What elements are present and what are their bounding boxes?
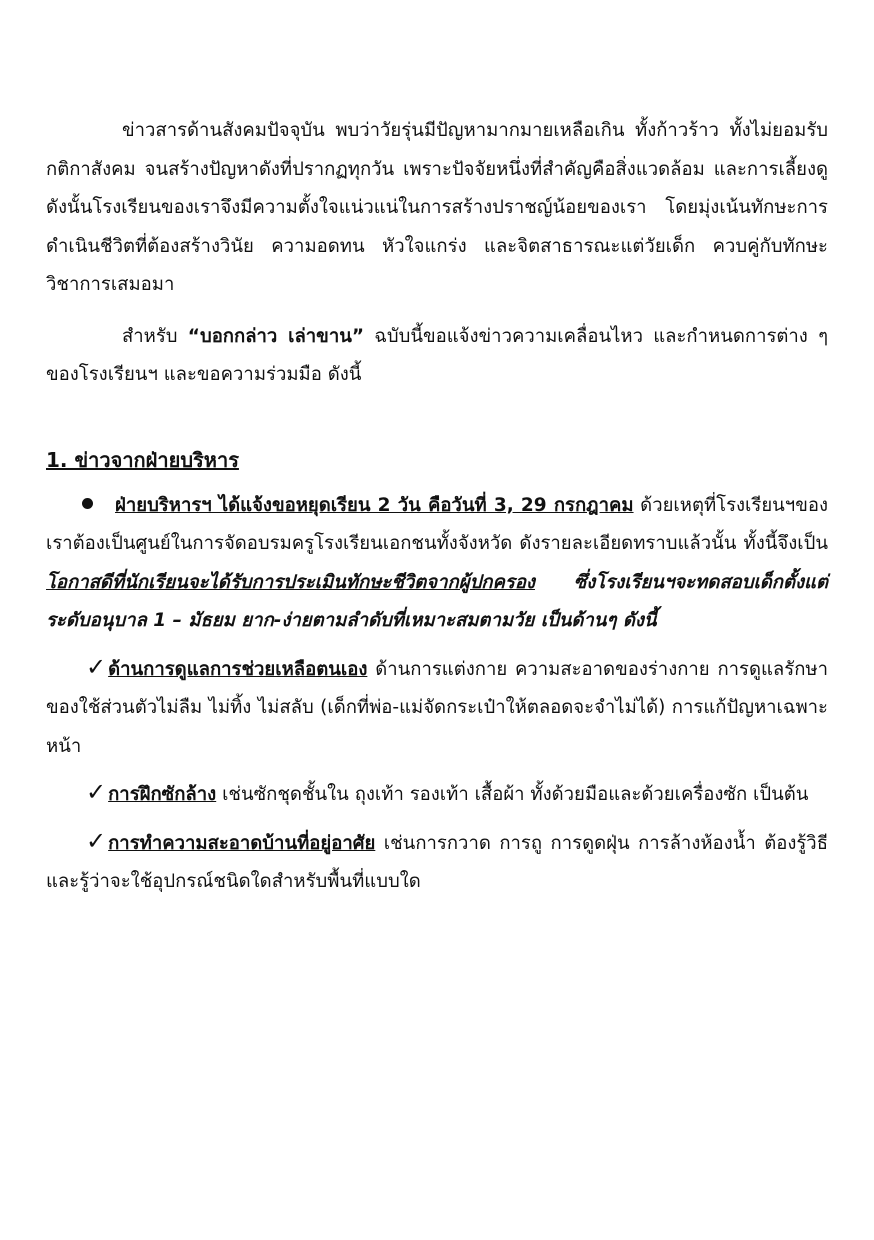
intro-text: ข่าวสารด้านสังคมปัจจุบัน พบว่าวัยรุ่นมีปัญหามากมายเหลือเกิน ทั้งก้าวร้าว ทั้งไม่ยอมรับกติกาสังคม จนสร้างปัญหาดังที่ปรากฏทุกวัน เพราะปัจจัยหนึ่งที่สำคัญคือสิ่งแวดล้อม และการเลี้ยงดู ดังนั้นโรงเรียนของเราจึงมีความตั้งใจแน่วแน่ในการสร้างปราชญ์น้อยของเรา โดยมุ่งเน้นทักษะการดำเนินชีวิตที่ต้องสร้างวินัย ความอดทน หัวใจแกร่ง และจิตสาธารณะแต่วัยเด็ก ควบคู่กับทักษะวิชาการเสมอมา [46, 120, 828, 295]
check-item-title: ด้านการดูแลการช่วยเหลือตนเอง [108, 658, 368, 680]
bullet-dot-icon [82, 498, 93, 509]
check-item-self-care [46, 651, 828, 767]
checkmark-icon: ✓ [86, 826, 107, 855]
check-item-house-cleaning [46, 825, 828, 902]
bullet-paragraph [46, 487, 828, 641]
announce-paragraph [46, 318, 828, 395]
bullet-highlight: โอกาสดีที่นักเรียนจะได้รับการประเมินทักษะชีวิตจากผู้ปกครอง [46, 571, 535, 593]
check-item-title: การฝึกซักล้าง [108, 784, 217, 805]
checkmark-icon: ✓ [86, 652, 107, 681]
check-item-text: เช่นการกวาด การถู การดูดฝุ่น การล้างห้องน้ำ ต้องรู้วิธีและรู้ว่าจะใช้อุปกรณ์ชนิดใดสำหรับพื้นที่แบบใด [46, 832, 828, 892]
check-item-text: เช่นซักชุดชั้นใน ถุงเท้า รองเท้า เสื้อผ้า ทั้งด้วยมือและด้วยเครื่องซัก เป็นต้น [216, 784, 809, 805]
bullet-tail: ซึ่งโรงเรียนฯจะทดสอบเด็กตั้งแต่ระดับอนุบาล 1 – มัธยม ยาก-ง่ายตามลำดับที่เหมาะสมตามวัย เป็นด้านๆ ดังนี้ [46, 571, 828, 631]
check-item-title: การทำความสะอาดบ้านที่อยู่อาศัย [108, 832, 376, 854]
check-item-washing [46, 776, 828, 815]
intro-paragraph [46, 112, 828, 305]
bullet-lead: ฝ่ายบริหารฯ ได้แจ้งขอหยุดเรียน 2 วัน คือวันที่ 3, 29 กรกฎาคม [115, 494, 634, 516]
announce-title: “บอกกล่าว เล่าขาน” [187, 325, 365, 347]
section-heading: 1. ข่าวจากฝ่ายบริหาร [46, 447, 239, 472]
announce-prefix: สำหรับ [122, 325, 188, 347]
check-item-text: ด้านการแต่งกาย ความสะอาดของร่างกาย การดูแลรักษาของใช้ส่วนตัวไม่ลืม ไม่ทิ้ง ไม่สลับ (เด็กที่พ่อ-แม่จัดกระเป๋าให้ตลอดจะจำไม่ได้) การแก้ปัญหาเฉพาะหน้า [46, 658, 828, 757]
announce-suffix: ฉบับนี้ขอแจ้งข่าวความเคลื่อนไหว และกำหนดการต่าง ๆ ของโรงเรียนฯ และขอความร่วมมือ ดังนี้ [46, 325, 829, 385]
bullet-body: ด้วยเหตุที่โรงเรียนฯของเราต้องเป็นศูนย์ในการจัดอบรมครูโรงเรียนเอกชนทั้งจังหวัด ดังรายละเอียดทราบแล้วนั้น ทั้งนี้จึงเป็น [46, 494, 828, 554]
checkmark-icon: ✓ [86, 778, 107, 806]
